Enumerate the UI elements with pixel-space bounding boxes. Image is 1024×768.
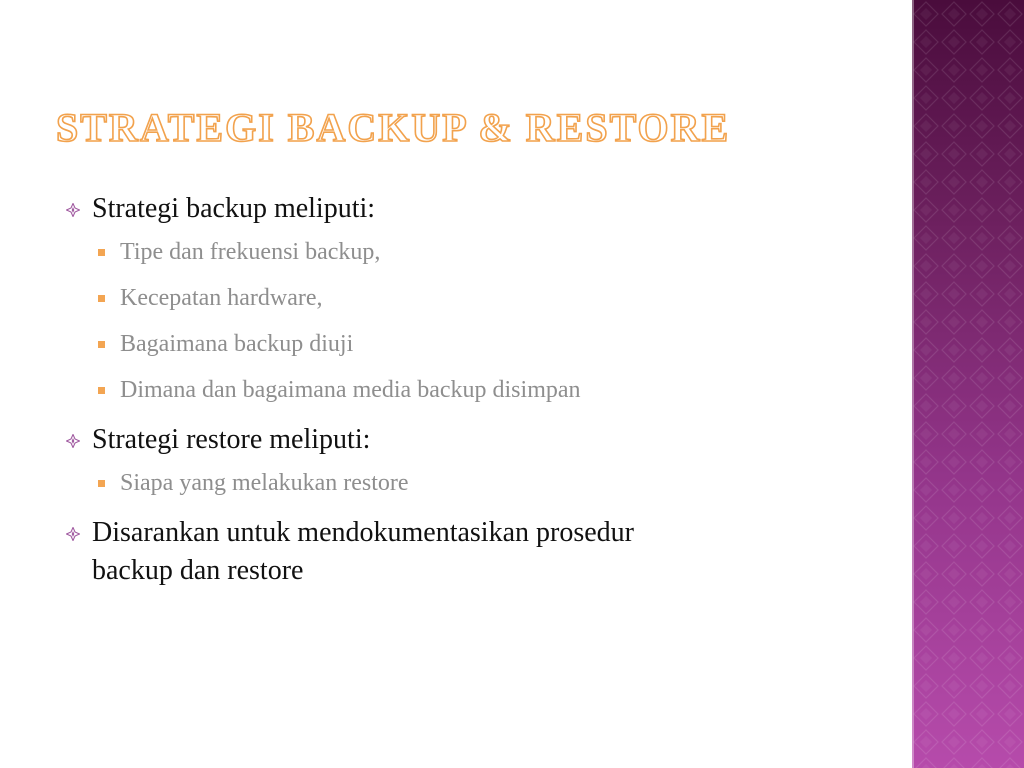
- sub-bullet-item: [62, 283, 882, 313]
- bullet-text-line-1: Disarankan untuk mendokumentasikan prosedur: [92, 517, 634, 548]
- square-bullet-icon: [98, 295, 105, 302]
- sub-bullet-text: Siapa yang melakukan restore: [120, 470, 409, 496]
- square-bullet-icon: [98, 480, 105, 487]
- slide-title: STRATEGI BACKUP & RESTORE: [56, 105, 731, 150]
- side-band-edge: [912, 0, 914, 768]
- bullet-text-line-2: backup dan restore: [92, 555, 304, 586]
- sub-bullet-item: [62, 375, 882, 405]
- square-bullet-icon: [98, 341, 105, 348]
- sub-bullet-text: Bagaimana backup diuji: [120, 331, 354, 357]
- sub-bullet-item: [62, 329, 882, 359]
- sub-bullet-text: Tipe dan frekuensi backup,: [120, 239, 381, 265]
- diamond-bullet-icon: [66, 527, 80, 541]
- bullet-list: [62, 190, 882, 590]
- square-bullet-icon: [98, 249, 105, 256]
- sub-bullet-text: Dimana dan bagaimana media backup disimpan: [120, 377, 581, 403]
- bullet-text: Strategi backup meliputi:: [92, 193, 376, 224]
- sub-bullet-text: Kecepatan hardware,: [120, 285, 323, 311]
- diamond-bullet-icon: [66, 203, 80, 217]
- square-bullet-icon: [98, 387, 105, 394]
- bullet-item: [62, 421, 882, 459]
- diamond-pattern: [912, 0, 1024, 768]
- bullet-item: [62, 190, 882, 228]
- decorative-side-band: [912, 0, 1024, 768]
- bullet-item: [62, 514, 882, 590]
- sub-bullet-item: [62, 237, 882, 267]
- bullet-text: Strategi restore meliputi:: [92, 424, 371, 455]
- diamond-bullet-icon: [66, 434, 80, 448]
- sub-bullet-item: [62, 468, 882, 498]
